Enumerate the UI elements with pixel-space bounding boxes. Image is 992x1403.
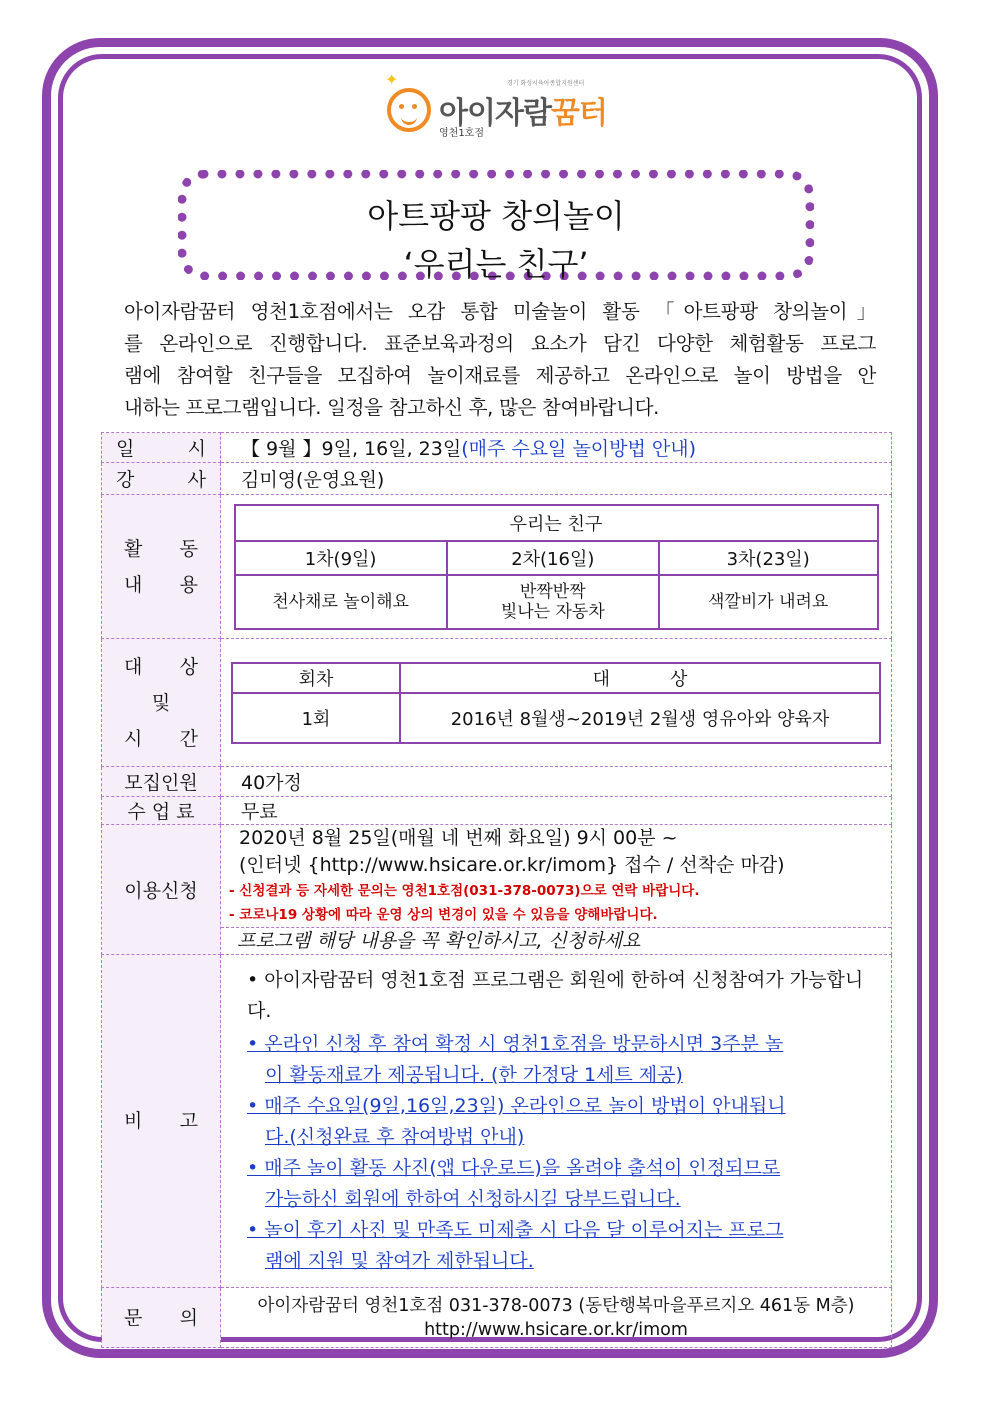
schedule-value: 【 9월 】9일, 16일, 23일(매주 수요일 놀이방법 안내) <box>221 433 892 463</box>
logo-tag: 경기 화성시육아종합지원센터 <box>507 80 585 87</box>
remark-item: • 매주 수요일(9일,16일,23일) 온라인으로 놀이 방법이 안내됩니 <box>247 1095 786 1117</box>
apply-warning: - 신청결과 등 자세한 문의는 영천1호점(031-378-0073)으로 연락 바랍니다. <box>229 883 700 899</box>
contact-url[interactable]: http://www.hsicare.or.kr/imom <box>424 1319 688 1340</box>
row-target <box>102 639 892 767</box>
title-line1: 아트팡팡 창의놀이 <box>367 197 625 235</box>
session-round: 2차(16일) <box>447 541 659 575</box>
apply-warning: - 코로나19 상황에 따라 운영 상의 변경이 있을 수 있음을 양해바랍니다. <box>229 907 658 923</box>
contact-label: 문 의 <box>102 1288 221 1348</box>
instructor-label: 강 사 <box>102 463 221 495</box>
row-fee <box>102 797 892 825</box>
apply-label: 이용신청 <box>102 825 221 955</box>
schedule-note: (매주 수요일 놀이방법 안내) <box>461 438 697 460</box>
target-cell <box>221 639 892 767</box>
schedule-label: 일 시 <box>102 433 221 463</box>
fee-label: 수 업 료 <box>102 797 221 825</box>
target-label: 대 상 및 시 간 <box>102 639 221 767</box>
session-title: 색깔비가 내려요 <box>659 575 878 629</box>
remark-item: • 놀이 후기 사진 및 만족도 미제출 시 다음 달 이루어지는 프로그 <box>247 1219 784 1241</box>
row-contact <box>102 1288 892 1348</box>
row-remarks <box>102 955 892 1288</box>
activity-header: 우리는 친구 <box>235 505 878 541</box>
session-title: 반짝반짝 빛나는 자동차 <box>447 575 659 629</box>
intro-line: 아이자람꿈터 영천1호점에서는 오감 통합 미술놀이 활동 「아트팡팡 창의놀이」 <box>124 300 876 323</box>
logo <box>385 70 625 140</box>
target-col-target: 대 상 <box>400 663 880 693</box>
instructor-value: 김미영(운영요원) <box>221 463 892 495</box>
target-col-round: 회차 <box>232 663 400 693</box>
intro-line: 를 온라인으로 진행합니다. 표준보육과정의 요소가 담긴 다양한 체험활동 프로그 <box>124 332 876 355</box>
info-table <box>101 432 892 1348</box>
row-instructor <box>102 463 892 495</box>
child-face-icon <box>387 88 431 132</box>
title-line2: ‘우리는 친구’ <box>403 245 589 283</box>
row-apply <box>102 825 892 955</box>
recruit-value: 40가정 <box>221 767 892 797</box>
apply-reminder: 프로그램 해당 내용을 꼭 확인하시고, 신청하세요 <box>221 927 891 954</box>
remarks-label: 비 고 <box>102 955 221 1288</box>
activity-label: 활 동 내 용 <box>102 495 221 639</box>
logo-name-part1: 아이자람 <box>439 96 551 131</box>
row-recruit <box>102 767 892 797</box>
remark-item: • 온라인 신청 후 참여 확정 시 영천1호점을 방문하시면 3주분 놀 <box>247 1033 784 1055</box>
fee-value: 무료 <box>221 797 892 825</box>
row-schedule <box>102 433 892 463</box>
activity-table <box>234 504 879 630</box>
target-value: 2016년 8월생~2019년 2월생 영유아와 양육자 <box>400 693 880 743</box>
contact-cell <box>221 1288 892 1348</box>
row-activity <box>102 495 892 639</box>
title-box <box>178 170 814 283</box>
target-table <box>231 662 881 744</box>
activity-cell <box>221 495 892 639</box>
recruit-label: 모집인원 <box>102 767 221 797</box>
session-round: 3차(23일) <box>659 541 878 575</box>
session-title: 천사채로 놀이해요 <box>235 575 447 629</box>
remark-item: • 매주 놀이 활동 사진(앱 다운로드)을 올려야 출석이 인정되므로 <box>247 1157 781 1179</box>
apply-cell: 2020년 8월 25일(매월 네 번째 화요일) 9시 00분 ~ (인터넷 {http://www.hsicare.or.kr/imom} 접수 / 선착순 마감) - 신청결과 등 자세한 문의는 영천1호점(031-378-0073)으로 연락 바랍니다. - 코로나19 상황에 따라 운영 상의 변경이 있을 수 있음을 양해바랍니다. 프로그램 해당 내용을 꼭 확인하시고, 신청하세요 <box>221 825 892 955</box>
intro-line: 내하는 프로그램입니다. 일정을 참고하신 후, 많은 참여바랍니다. <box>124 396 660 419</box>
intro-paragraph <box>124 296 876 424</box>
remarks-cell: • 아이자람꿈터 영천1호점 프로그램은 회원에 한하여 신청참여가 가능합니다. • 온라인 신청 후 참여 확정 시 영천1호점을 방문하시면 3주분 놀 이 활동재료가 제공됩니다. (한 가정당 1세트 제공) • 매주 수요일(9일,16일,23일) 온라인으로 놀이 방법이 안내됩니 다.(신청완료 후 참여방법 안내) • 매주 놀이 활동 사진(앱 다운로드)을 올려야 출석이 인정되므로 가능하신 회원에 한하여 신청하시길 당부드립니다. • 놀이 후기 사진 및 만족도 미제출 시 다음 달 이루어지는 프로그 램에 지원 및 참여가 제한됩니다. <box>221 955 892 1288</box>
remark-item: • 아이자람꿈터 영천1호점 프로그램은 회원에 한하여 신청참여가 가능합니다. <box>247 969 864 1022</box>
contact-address: 아이자람꿈터 영천1호점 031-378-0073 (동탄행복마을푸르지오 461동 M층) <box>257 1295 855 1316</box>
target-round: 1회 <box>232 693 400 743</box>
logo-branch: 영천1호점 <box>439 128 485 139</box>
star-icon: ✦ <box>385 70 399 89</box>
logo-name-part2: 꿈터 <box>550 96 607 131</box>
intro-line: 램에 참여할 친구들을 모집하여 놀이재료를 제공하고 온라인으로 놀이 방법을 안 <box>124 364 876 387</box>
session-round: 1차(9일) <box>235 541 447 575</box>
